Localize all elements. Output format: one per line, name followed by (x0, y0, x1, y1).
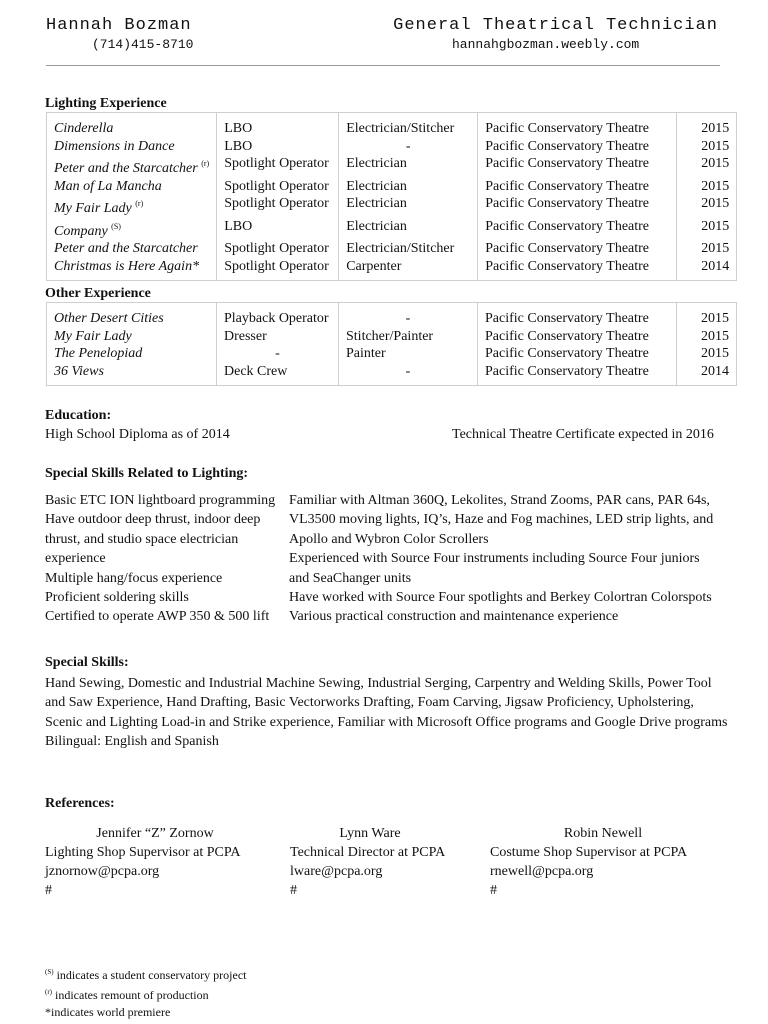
skill-line: Familiar with Altman 360Q, Lekolites, Strand Zooms, PAR cans, PAR 64s, (289, 493, 710, 508)
secondary-role-cell: Stitcher/Painter (339, 328, 478, 346)
reference-name: Robin Newell (563, 826, 643, 841)
reference-title: Costume Shop Supervisor at PCPA (490, 845, 688, 860)
reference-email[interactable]: jznornow@pcpa.org (45, 864, 160, 879)
skill-line: Experienced with Source Four instruments including Source Four juniors (289, 551, 700, 567)
role-cell: Spotlight Operator (217, 240, 339, 258)
special-skill-line: Bilingual: English and Spanish (45, 734, 219, 750)
footnote-text: indicates remount of production (52, 988, 209, 1002)
special-skill-line: Scenic and Lighting Load-in and Strike experience, Familiar with Microsoft Office programs and Google Drive programs (45, 714, 728, 730)
reference-phone: # (290, 883, 297, 898)
reference-card (290, 824, 450, 900)
table-row (47, 303, 737, 328)
year-cell: 2015 (677, 218, 737, 241)
year-cell: 2014 (677, 363, 737, 386)
footnote (45, 964, 247, 984)
reference-phone: # (490, 883, 497, 898)
year-cell: 2015 (677, 138, 737, 156)
venue-cell: Pacific Conservatory Theatre (478, 195, 677, 218)
secondary-role-cell: Electrician (339, 155, 478, 178)
show-title: 36 Views (54, 363, 104, 379)
phone-number: (714)415-8710 (92, 37, 194, 52)
lighting-experience-table (46, 112, 737, 281)
special-skill-line: and Saw Experience, Hand Drafting, Basic Vectorworks Drafting, Foam Carving, Jigsaw Proficiency, Upholstering, (45, 695, 694, 711)
venue-cell: Pacific Conservatory Theatre (478, 328, 677, 346)
header-divider (46, 65, 720, 66)
year-cell: 2015 (677, 195, 737, 218)
show-title: My Fair Lady (54, 201, 132, 216)
show-title-cell (47, 195, 217, 218)
role-cell: - (217, 345, 339, 363)
year-cell: 2015 (677, 303, 737, 328)
production-note-mark: (r) (201, 159, 210, 168)
year-cell: 2015 (677, 345, 737, 363)
show-title-cell (47, 258, 217, 281)
skill-line: thrust, and studio space electrician (45, 531, 239, 547)
production-note-mark: (r) (135, 199, 144, 208)
footnote (45, 1004, 247, 1021)
skill-line: Basic ETC ION lightboard programming (45, 493, 276, 508)
role-cell: Spotlight Operator (217, 155, 339, 178)
footnotes (45, 964, 247, 1021)
venue-cell: Pacific Conservatory Theatre (478, 303, 677, 328)
footnote-text: indicates a student conservatory project (53, 968, 247, 982)
year-cell: 2015 (677, 240, 737, 258)
show-title: Christmas is Here Again* (54, 258, 200, 274)
show-title-cell (47, 303, 217, 328)
show-title: Peter and the Starcatcher (54, 161, 198, 176)
reference-name: Lynn Ware (339, 826, 401, 841)
show-title-cell (47, 363, 217, 386)
table-row (47, 328, 737, 346)
reference-email[interactable]: lware@pcpa.org (290, 864, 383, 879)
role-cell: Spotlight Operator (217, 258, 339, 281)
special-skills-text (45, 674, 735, 752)
website-link[interactable]: hannahgbozman.weebly.com (452, 37, 640, 52)
footnote-mark: (r) (45, 988, 52, 996)
show-title-cell (47, 138, 217, 156)
table-row (47, 138, 737, 156)
skill-line: Various practical construction and maintenance experience (289, 609, 619, 625)
reference-phone: # (45, 883, 52, 898)
skill-line: VL3500 moving lights, IQ’s, Haze and Fog machines, LED strip lights, and (289, 512, 714, 528)
show-title: The Penelopiad (54, 346, 143, 361)
skill-line: Proficient soldering skills (45, 590, 189, 606)
secondary-role-cell: Electrician (339, 218, 478, 241)
role-cell: Spotlight Operator (217, 195, 339, 218)
role-cell: Dresser (217, 328, 339, 346)
year-cell: 2015 (677, 328, 737, 346)
footnote-mark: (S) (45, 968, 54, 976)
show-title-cell (47, 113, 217, 138)
show-title-cell (47, 240, 217, 258)
venue-cell: Pacific Conservatory Theatre (478, 218, 677, 241)
education-diploma: High School Diploma as of 2014 (45, 427, 230, 442)
venue-cell: Pacific Conservatory Theatre (478, 113, 677, 138)
secondary-role-cell: Carpenter (339, 258, 478, 281)
education-heading: Education: (45, 408, 112, 423)
venue-cell: Pacific Conservatory Theatre (478, 178, 677, 196)
table-row (47, 218, 737, 241)
reference-title: Lighting Shop Supervisor at PCPA (45, 845, 241, 860)
footnote-text: *indicates world premiere (45, 1005, 171, 1019)
table-row (47, 363, 737, 386)
role-cell: LBO (217, 138, 339, 156)
table-row (47, 345, 737, 363)
special-skills-heading: Special Skills: (45, 655, 129, 670)
secondary-role-cell: - (339, 363, 478, 386)
secondary-role-cell: Electrician/Stitcher (339, 113, 478, 138)
education-certificate: Technical Theatre Certificate expected in 2016 (452, 427, 714, 442)
year-cell: 2015 (677, 178, 737, 196)
role-cell: Deck Crew (217, 363, 339, 386)
year-cell: 2015 (677, 155, 737, 178)
skill-line: Have worked with Source Four spotlights and Berkey Colortran Colorspots (289, 590, 712, 606)
show-title: Peter and the Starcatcher (54, 241, 198, 256)
lighting-skills-left-column (45, 491, 285, 627)
table-row (47, 178, 737, 196)
skill-line: Have outdoor deep thrust, indoor deep (45, 512, 261, 528)
lighting-skills-right-column (289, 491, 729, 627)
table-row (47, 113, 737, 138)
venue-cell: Pacific Conservatory Theatre (478, 155, 677, 178)
show-title-cell (47, 345, 217, 363)
show-title: My Fair Lady (54, 328, 132, 344)
resume-name: Hannah Bozman (46, 16, 192, 35)
other-experience-table (46, 302, 737, 386)
role-cell: Spotlight Operator (217, 178, 339, 196)
year-cell: 2014 (677, 258, 737, 281)
table-row (47, 258, 737, 281)
secondary-role-cell: - (339, 138, 478, 156)
show-title: Other Desert Cities (54, 311, 164, 326)
venue-cell: Pacific Conservatory Theatre (478, 138, 677, 156)
show-title-cell (47, 218, 217, 241)
show-title: Cinderella (54, 121, 114, 136)
year-cell: 2015 (677, 113, 737, 138)
show-title-cell (47, 155, 217, 178)
lighting-experience-heading: Lighting Experience (45, 96, 167, 111)
special-skill-line: Hand Sewing, Domestic and Industrial Machine Sewing, Industrial Serging, Carpentry and Welding Skills, Power Tool (45, 676, 712, 691)
skill-line: and SeaChanger units (289, 570, 412, 586)
show-title-cell (47, 178, 217, 196)
venue-cell: Pacific Conservatory Theatre (478, 345, 677, 363)
role-cell: Playback Operator (217, 303, 339, 328)
secondary-role-cell: - (339, 303, 478, 328)
reference-card (45, 824, 265, 900)
reference-card (490, 824, 716, 900)
show-title: Man of La Mancha (54, 178, 162, 194)
reference-name: Jennifer “Z” Zornow (96, 826, 214, 841)
skill-line: Multiple hang/focus experience (45, 570, 223, 586)
role-cell: LBO (217, 113, 339, 138)
other-experience-heading: Other Experience (45, 286, 151, 301)
skill-line: experience (45, 551, 106, 567)
show-title: Dimensions in Dance (54, 138, 175, 154)
reference-email[interactable]: rnewell@pcpa.org (490, 864, 594, 879)
show-title-cell (47, 328, 217, 346)
table-row (47, 240, 737, 258)
secondary-role-cell: Electrician/Stitcher (339, 240, 478, 258)
references-heading: References: (45, 796, 115, 811)
secondary-role-cell: Painter (339, 345, 478, 363)
table-row (47, 195, 737, 218)
job-title: General Theatrical Technician (393, 16, 718, 35)
table-row (47, 155, 737, 178)
production-note-mark: (S) (111, 221, 121, 231)
secondary-role-cell: Electrician (339, 178, 478, 196)
secondary-role-cell: Electrician (339, 195, 478, 218)
lighting-skills-heading: Special Skills Related to Lighting: (45, 466, 249, 481)
venue-cell: Pacific Conservatory Theatre (478, 258, 677, 281)
role-cell: LBO (217, 218, 339, 241)
venue-cell: Pacific Conservatory Theatre (478, 363, 677, 386)
footnote (45, 984, 247, 1004)
show-title: Company (54, 223, 108, 239)
skill-line: Apollo and Wybron Color Scrollers (289, 531, 489, 547)
reference-title: Technical Director at PCPA (290, 845, 446, 860)
venue-cell: Pacific Conservatory Theatre (478, 240, 677, 258)
skill-line: Certified to operate AWP 350 & 500 lift (45, 609, 270, 625)
